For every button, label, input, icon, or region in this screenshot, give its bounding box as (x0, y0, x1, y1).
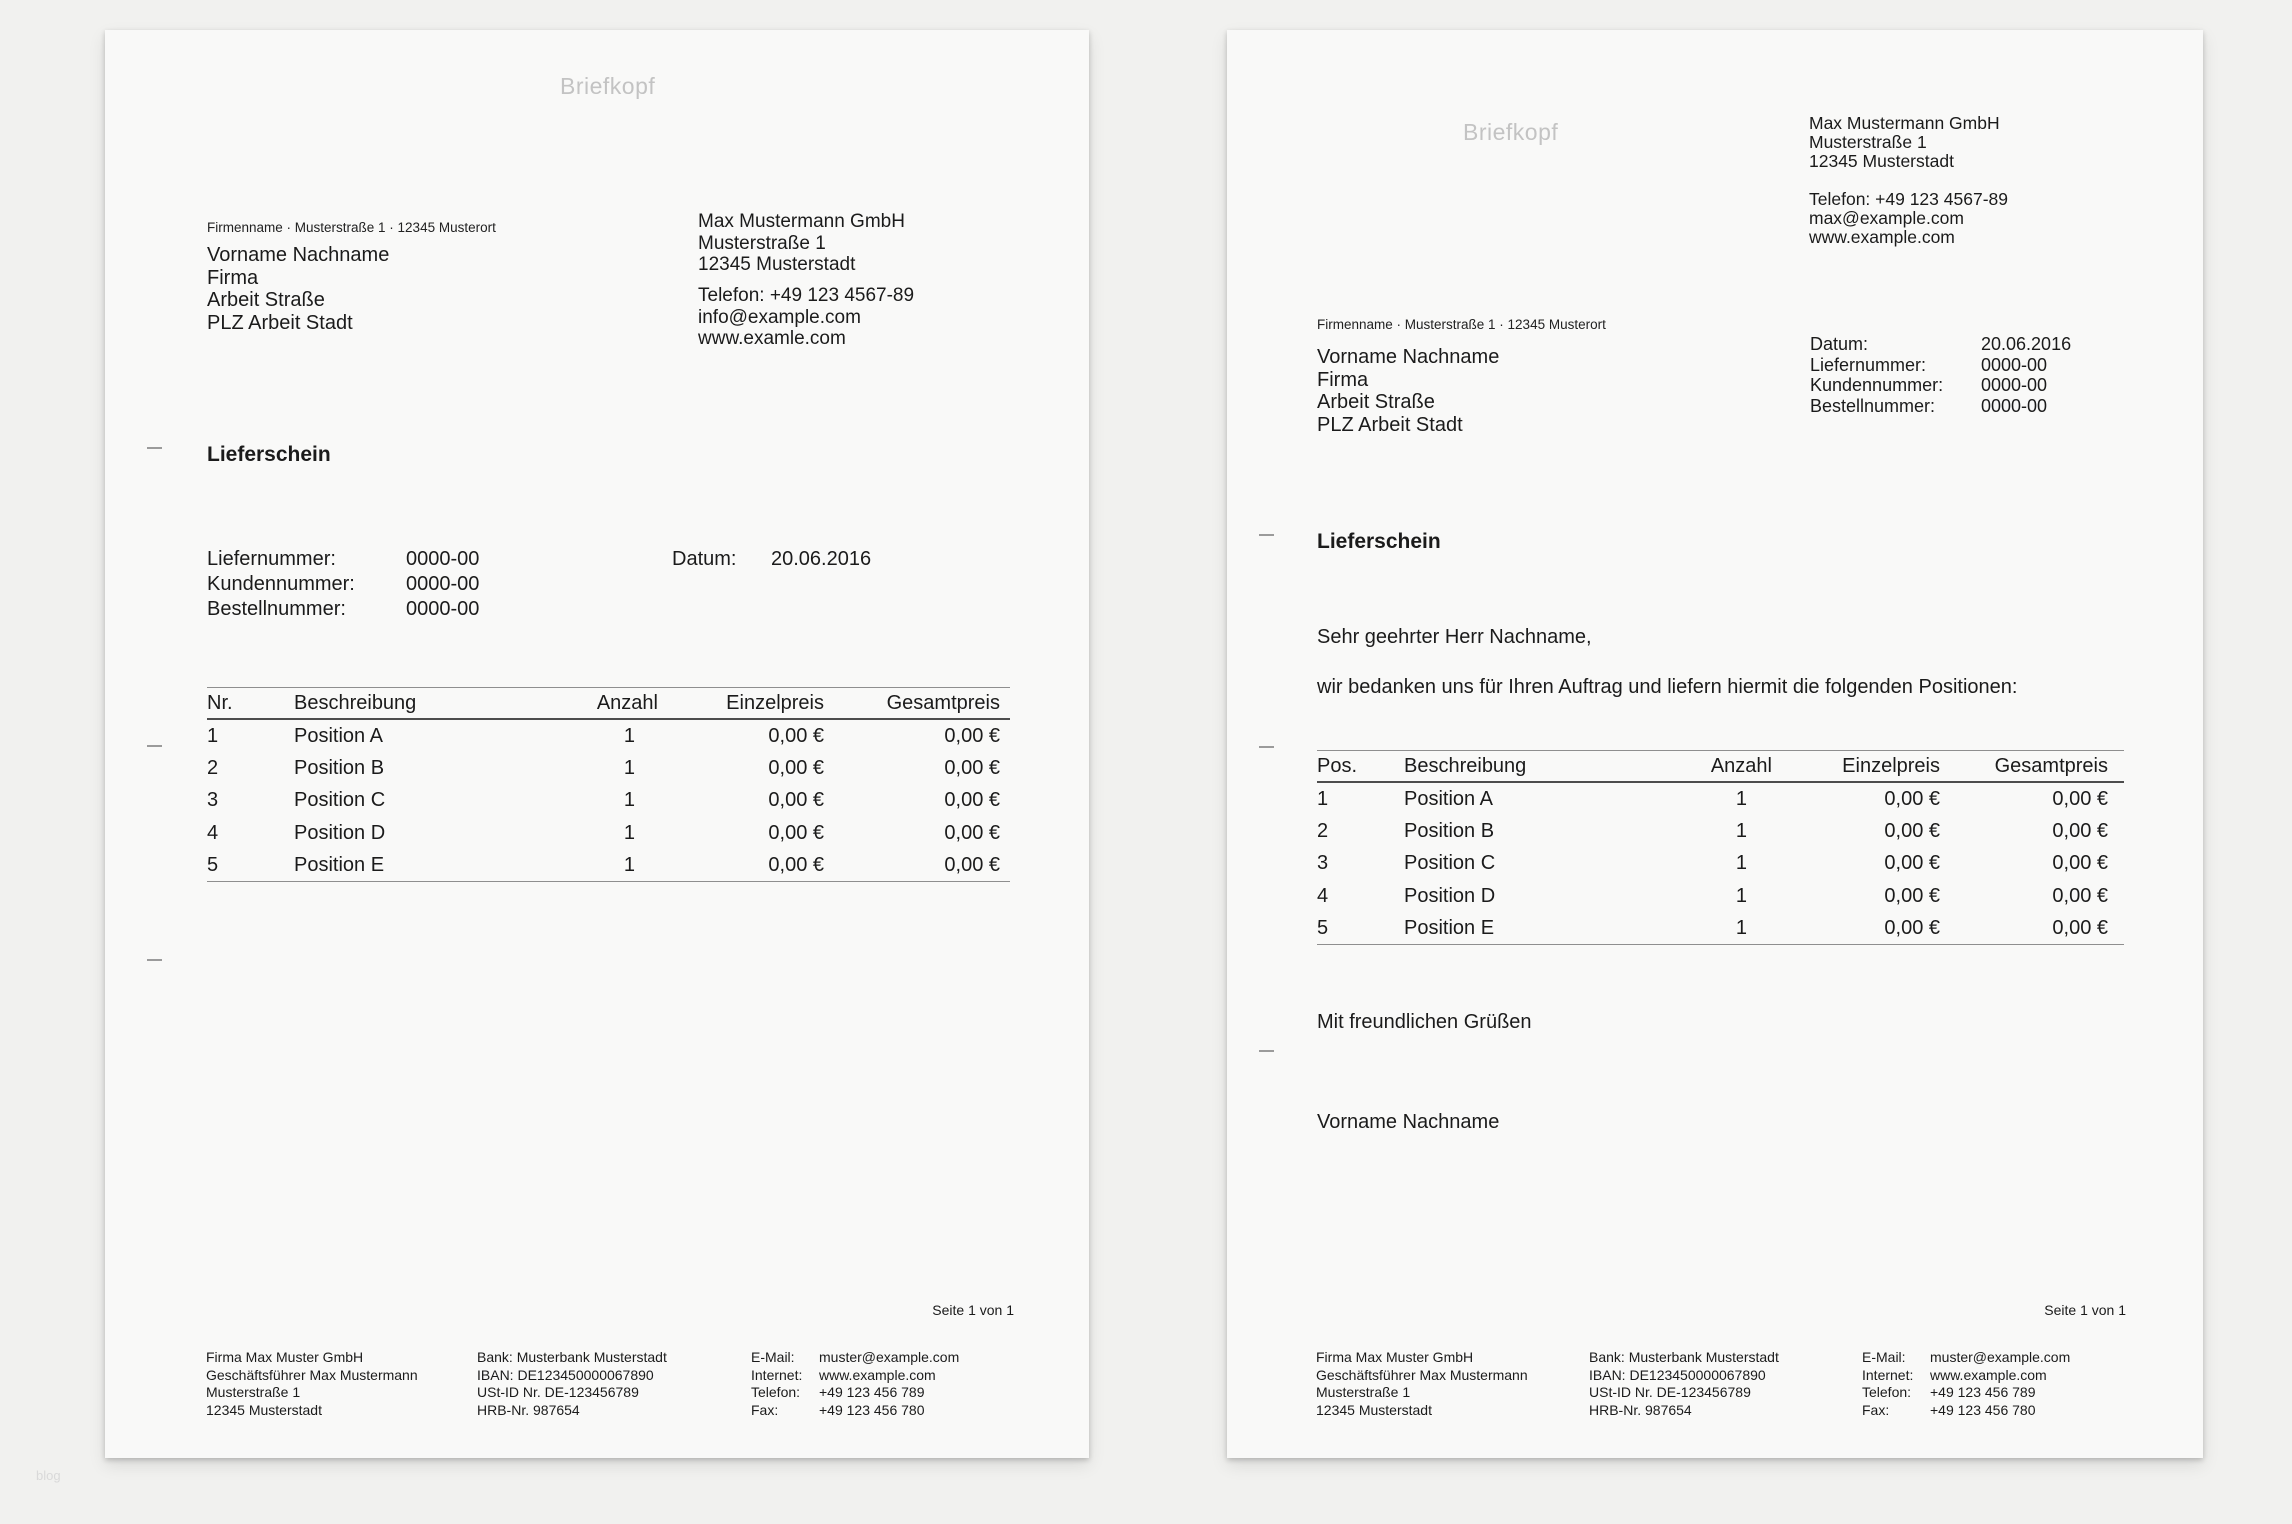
recipient-name: Vorname Nachname (1317, 346, 1500, 368)
fold-mark (1259, 1050, 1274, 1052)
document-title: Lieferschein (207, 443, 331, 466)
page-right-lieferschein-brief (1227, 30, 2203, 1458)
recipient-city: PLZ Arbeit Stadt (1317, 413, 1463, 436)
recipient-street: Arbeit Straße (1317, 391, 1435, 413)
watermark: blog (36, 1468, 61, 1483)
page-number: Seite 1 von 1 (932, 1302, 1014, 1318)
table-row: 3 Position C 1 0,00 € 0,00 € (1317, 852, 2108, 875)
table-row: 3 Position C 1 0,00 € 0,00 € (207, 789, 1000, 812)
recipient-name: Vorname Nachname (207, 244, 390, 266)
signature-name: Vorname Nachname (1317, 1111, 1500, 1133)
closing-line: Mit freundlichen Grüßen (1317, 1011, 1532, 1033)
table-header-row: Nr. Beschreibung Anzahl Einzelpreis Gesamtpreis (207, 688, 1010, 720)
company-city: 12345 Musterstadt (698, 254, 856, 275)
company-email: max@example.com (1809, 208, 1964, 228)
items-table (1317, 750, 2124, 945)
sender-line: Firmenname · Musterstraße 1 · 12345 Musterort (207, 220, 496, 235)
fold-mark (1259, 746, 1274, 748)
company-comm-block (1809, 190, 2008, 247)
recipient-company: Firma (1317, 368, 1369, 391)
company-street: Musterstraße 1 (1809, 132, 1927, 152)
company-comm-block (698, 285, 914, 350)
fold-mark (147, 447, 162, 449)
footer-company-column: Firma Max Muster GmbH Geschäftsführer Max Mustermann Musterstraße 1 12345 Musterstadt (1316, 1349, 1528, 1418)
company-name: Max Mustermann GmbH (1809, 113, 2000, 133)
table-row: 5 Position E 1 0,00 € 0,00 € (1317, 913, 2124, 945)
table-row: 4 Position D 1 0,00 € 0,00 € (207, 821, 1000, 844)
page-number: Seite 1 von 1 (2044, 1302, 2126, 1318)
recipient-street: Arbeit Straße (207, 289, 325, 311)
table-row: 4 Position D 1 0,00 € 0,00 € (1317, 884, 2108, 907)
meta-row: Kundennummer: 0000-00 (207, 573, 480, 595)
meta-row: Datum: 20.06.2016 (1810, 334, 2072, 354)
company-phone: Telefon: +49 123 4567-89 (1809, 189, 2008, 209)
fold-mark (147, 745, 162, 747)
company-phone: Telefon: +49 123 4567-89 (698, 285, 915, 306)
delivery-meta (207, 547, 479, 622)
delivery-meta (1810, 334, 2071, 416)
table-row: 2 Position B 1 0,00 € 0,00 € (207, 757, 1000, 780)
table-row: 1 Position A 1 0,00 € 0,00 € (207, 724, 1000, 747)
fold-mark (1259, 534, 1274, 536)
footer-contact-column: E-Mail: muster@example.com Internet: www.example.com Telefon: +49 123 456 789 Fax: +49 123 456 780 (751, 1349, 960, 1418)
letterhead-placeholder: Briefkopf (1463, 119, 1559, 145)
company-contact-block (1809, 114, 2000, 171)
footer-company-column: Firma Max Muster GmbH Geschäftsführer Max Mustermann Musterstraße 1 12345 Musterstadt (206, 1349, 418, 1418)
recipient-company: Firma (207, 266, 259, 289)
intro-paragraph: wir bedanken uns für Ihren Auftrag und liefern hiermit die folgenden Positionen: (1317, 676, 2018, 698)
recipient-city: PLZ Arbeit Stadt (207, 311, 353, 334)
meta-row: Liefernummer: 0000-00 (1810, 354, 2048, 375)
salutation: Sehr geehrter Herr Nachname, (1317, 626, 1592, 648)
company-city: 12345 Musterstadt (1809, 151, 1954, 171)
page-left-lieferschein (105, 30, 1089, 1458)
table-row: 2 Position B 1 0,00 € 0,00 € (1317, 820, 2108, 843)
footer-contact-column: E-Mail: muster@example.com Internet: www.example.com Telefon: +49 123 456 789 Fax: +49 123 456 780 (1862, 1349, 2071, 1418)
meta-row: Kundennummer: 0000-00 (1810, 375, 2048, 395)
letterhead-placeholder: Briefkopf (560, 73, 656, 99)
recipient-address (207, 244, 389, 334)
meta-row: Liefernummer: 0000-00 (207, 548, 480, 570)
meta-row: Bestellnummer: 0000-00 (207, 598, 480, 620)
date-row: Datum: 20.06.2016 (672, 548, 872, 570)
footer-bank-column: Bank: Musterbank Musterstadt IBAN: DE123450000067890 USt-ID Nr. DE-123456789 HRB-Nr. 987654 (477, 1349, 667, 1418)
items-table (207, 687, 1010, 882)
document-title: Lieferschein (1317, 530, 1441, 553)
company-email: info@example.com (698, 306, 861, 328)
sender-line: Firmenname · Musterstraße 1 · 12345 Musterort (1317, 317, 1606, 332)
company-street: Musterstraße 1 (698, 232, 826, 254)
company-website: www.example.com (1809, 227, 1955, 247)
footer-bank-column: Bank: Musterbank Musterstadt IBAN: DE123450000067890 USt-ID Nr. DE-123456789 HRB-Nr. 987654 (1589, 1349, 1779, 1418)
table-row: 1 Position A 1 0,00 € 0,00 € (1317, 787, 2108, 810)
table-header-row: Pos. Beschreibung Anzahl Einzelpreis Gesamtpreis (1317, 751, 2124, 783)
meta-row: Bestellnummer: 0000-00 (1810, 395, 2048, 416)
company-name: Max Mustermann GmbH (698, 211, 905, 232)
recipient-address (1317, 346, 1499, 436)
table-row: 5 Position E 1 0,00 € 0,00 € (207, 850, 1010, 882)
company-website: www.examle.com (698, 328, 846, 349)
company-contact-block (698, 211, 905, 276)
fold-mark (147, 959, 162, 961)
